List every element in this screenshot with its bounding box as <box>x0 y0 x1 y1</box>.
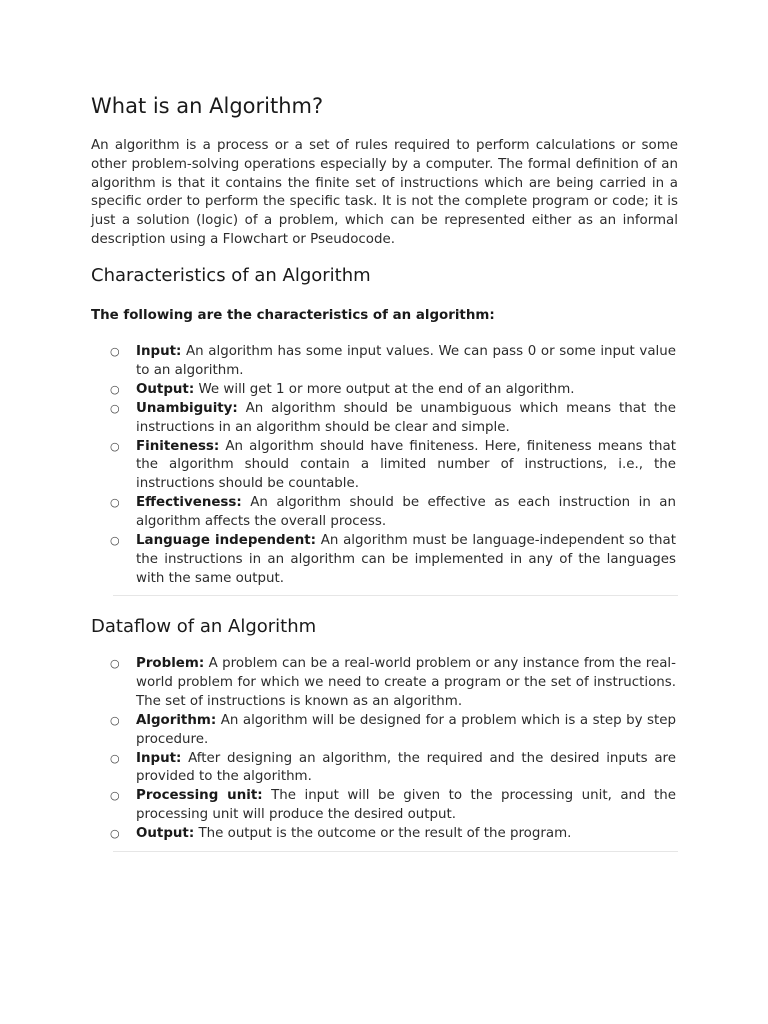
item-term: Processing unit: <box>136 788 263 804</box>
item-text: A problem can be a real-world problem or any instance from the real-world problem for which we need to create a program or the set of instructions. The set of instructions is known as an algorithm. <box>136 656 676 709</box>
bullet-icon: ○ <box>110 345 120 358</box>
item-text: An algorithm should be unambiguous which means that the instructions in an algorithm should be clear and simple. <box>136 400 676 435</box>
dataflow-heading: Dataflow of an Algorithm <box>91 616 317 637</box>
item-term: Effectiveness: <box>136 495 242 511</box>
item-term: Finiteness: <box>136 438 220 454</box>
intro-paragraph: An algorithm is a process or a set of rules required to perform calculations or some other problem-solving operations especially by a computer. The formal definition of an algorithm is that it contains the finite set of instructions which are being carried in a specific order to perform the specific task. It is not the complete program or code; it is just a solution (logic) of a problem, which can be represented either as an informal description using a Flowchart or Pseudocode. <box>91 138 678 247</box>
bullet-icon: ○ <box>110 827 120 841</box>
bullet-icon: ○ <box>110 789 120 803</box>
section-divider <box>113 595 678 596</box>
item-term: Output: <box>136 381 195 397</box>
item-term: Input: <box>136 344 182 359</box>
bullet-icon: ○ <box>110 401 120 415</box>
item-text: We will get 1 or more output at the end of an algorithm. <box>194 381 575 397</box>
list-item <box>110 494 676 532</box>
item-term: Unambiguity: <box>136 400 238 416</box>
bullet-icon: ○ <box>110 496 120 510</box>
list-item <box>110 400 676 438</box>
item-text: An algorithm should be effective as each instruction in an algorithm affects the overall process. <box>136 495 676 530</box>
bullet-icon: ○ <box>110 439 120 453</box>
list-item <box>110 750 676 788</box>
list-item <box>110 343 676 381</box>
item-term: Input: <box>136 750 182 766</box>
item-text: The output is the outcome or the result of the program. <box>194 826 572 842</box>
section-divider <box>113 851 678 852</box>
item-term: Language independent: <box>136 533 316 549</box>
item-text: The input will be given to the processing unit, and the processing unit will produce the desired output. <box>136 788 676 823</box>
item-term: Algorithm: <box>136 712 217 728</box>
list-item <box>110 787 676 825</box>
item-text: An algorithm will be designed for a problem which is a step by step procedure. <box>136 712 676 747</box>
bullet-icon: ○ <box>110 751 120 765</box>
characteristics-list <box>110 343 677 589</box>
list-item <box>110 825 676 844</box>
list-item <box>110 532 677 589</box>
list-item <box>110 655 676 712</box>
item-term: Problem: <box>136 656 205 671</box>
list-item <box>110 438 676 495</box>
bullet-icon: ○ <box>110 657 120 670</box>
item-text: An algorithm has some input values. We can pass 0 or some input value to an algorithm. <box>136 344 676 378</box>
characteristics-heading: Characteristics of an Algorithm <box>91 265 371 286</box>
list-item <box>110 381 676 400</box>
bullet-icon: ○ <box>110 534 120 548</box>
dataflow-list <box>110 655 676 844</box>
list-item <box>110 712 676 750</box>
bullet-icon: ○ <box>110 713 120 727</box>
item-term: Output: <box>136 826 195 842</box>
item-text: An algorithm should have finiteness. Here, finiteness means that the algorithm should contain a limited number of instructions, i.e., the instructions should be countable. <box>136 438 676 492</box>
item-text: After designing an algorithm, the required and the desired inputs are provided to the algorithm. <box>136 750 676 785</box>
bullet-icon: ○ <box>110 382 120 396</box>
characteristics-lead: The following are the characteristics of an algorithm: <box>91 308 495 323</box>
page-title: What is an Algorithm? <box>91 94 324 118</box>
item-text: An algorithm must be language-independent so that the instructions in an algorithm can be implemented in any of the languages with the same output. <box>136 533 677 586</box>
